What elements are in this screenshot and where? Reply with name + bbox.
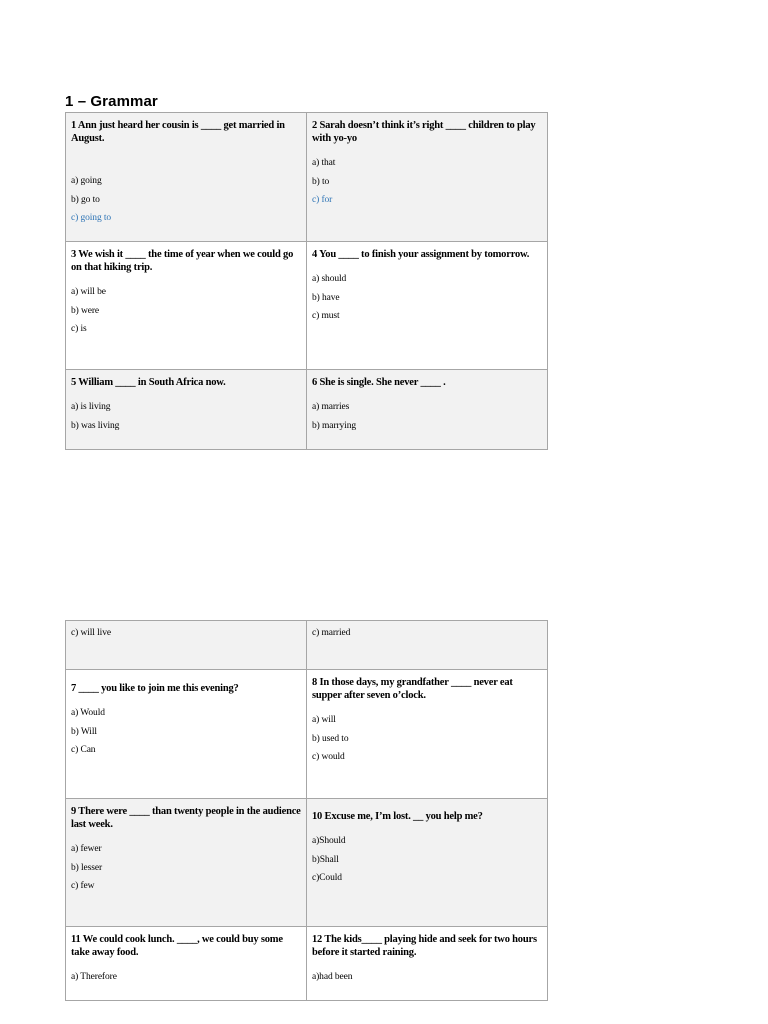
question-cell-8 [307,670,548,799]
option-c: c)Could [312,873,342,883]
option-c: c) Can [71,745,96,755]
option-c: c) going to [71,213,112,223]
option-a: a) will be [71,287,106,297]
question-cell-10 [307,799,548,927]
option-c: c) would [312,752,345,762]
option-a: a) will [312,715,336,725]
question-text: 12 The kids____ playing hide and seek for two hours before it started raining. [312,934,537,958]
option-a: a) Would [71,708,105,718]
question-text: 9 There were ____ than twenty people in the audience last week. [71,806,301,830]
question-text: 10 Excuse me, I’m lost. __ you help me? [312,811,483,822]
question-cell-4 [307,242,548,370]
question-text: 1 Ann just heard her cousin is ____ get married in August. [71,120,285,144]
question-text: 3 We wish it ____ the time of year when we could go on that hiking trip. [71,249,294,273]
grammar-table-2 [65,620,548,1001]
option-c: c) must [312,311,340,321]
table-row [66,927,548,1001]
question-cell-9 [66,799,307,927]
table-row [66,670,548,799]
option-a: a) fewer [71,844,102,854]
question-cell-6 [307,370,548,450]
option-b: b) have [312,292,340,303]
option-b: b) Will [71,726,97,737]
continued-cell-5 [66,621,307,670]
grammar-table-1 [65,112,548,450]
option-b: b) were [71,305,100,316]
option-a: a) going [71,176,102,186]
question-text: 5 William ____ in South Africa now. [71,377,226,388]
option-a: a)had been [312,972,353,982]
continued-cell-6 [307,621,548,670]
question-text: 7 ____ you like to join me this evening? [71,683,239,694]
question-cell-5 [66,370,307,450]
option-b: b) used to [312,733,349,744]
option-a: a) that [312,158,336,168]
option-a: a) Therefore [71,972,117,982]
option-a: a) marries [312,402,350,412]
option-c: c) for [312,195,333,205]
question-cell-3 [66,242,307,370]
option-b: b) was living [71,420,120,431]
option-b: b) to [312,176,330,187]
question-text: 6 She is single. She never ____ . [312,377,446,388]
option-a: a) is living [71,402,111,412]
table-row [66,370,548,450]
question-text: 2 Sarah doesn’t think it’s right ____ children to play with yo-yo [312,120,536,144]
section-title: 1 – Grammar [65,93,158,110]
question-cell-11 [66,927,307,1001]
option-c: c) married [312,628,351,638]
question-cell-7 [66,670,307,799]
option-a: a) should [312,274,347,284]
table-row [66,621,548,670]
option-b: b)Shall [312,854,339,865]
option-b: b) marrying [312,420,357,431]
table-row [66,799,548,927]
question-cell-12 [307,927,548,1001]
table-row [66,113,548,242]
option-b: b) lesser [71,862,103,873]
question-text: 4 You ____ to finish your assignment by tomorrow. [312,249,530,260]
question-text: 11 We could cook lunch. ____, we could buy some take away food. [71,934,283,958]
table-row [66,242,548,370]
option-a: a)Should [312,836,346,846]
question-text: 8 In those days, my grandfather ____ never eat supper after seven o’clock. [312,677,513,701]
option-c: c) is [71,324,87,334]
question-cell-1 [66,113,307,242]
option-c: c) will live [71,628,111,638]
question-cell-2 [307,113,548,242]
option-b: b) go to [71,194,100,205]
option-c: c) few [71,881,95,891]
